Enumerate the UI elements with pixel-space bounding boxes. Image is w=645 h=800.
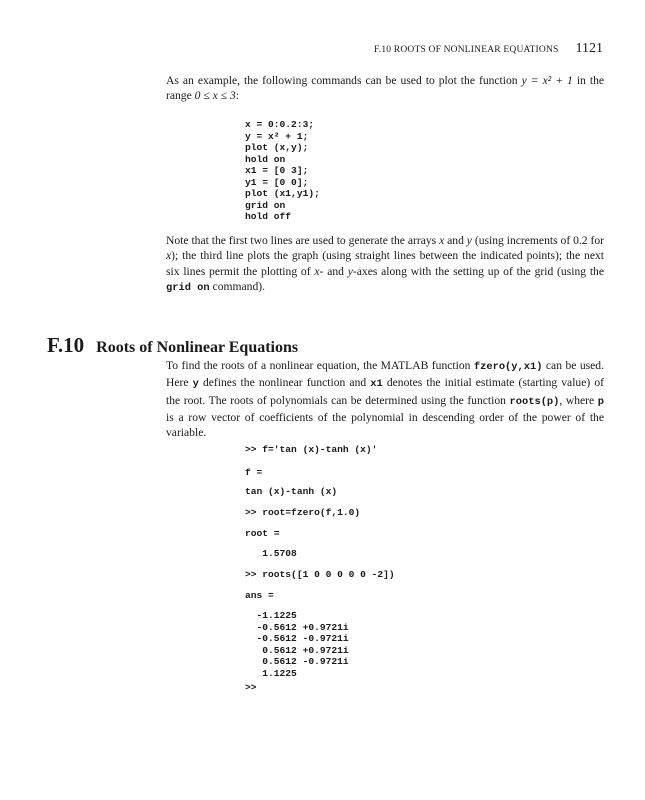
code-line: hold off: [245, 211, 292, 222]
session-line: 1.1225: [245, 667, 297, 679]
variable-x: x: [439, 234, 445, 247]
function-expression: y = x² + 1: [521, 74, 573, 87]
inline-code: y: [192, 378, 199, 391]
note-text: and: [444, 234, 467, 247]
inline-code: grid on: [166, 281, 210, 294]
code-line: y = x² + 1;: [245, 130, 309, 142]
code-line: hold on: [245, 153, 286, 165]
note-text: - and: [319, 264, 348, 278]
session-line: >>: [245, 682, 257, 693]
variable-x: x: [166, 249, 172, 263]
session-line: -0.5612 -0.9721i: [245, 633, 349, 644]
session-line: >> root=fzero(f,1.0): [245, 507, 361, 518]
note-text: command).: [209, 279, 266, 293]
section-text: To find the roots of a nonlinear equation, the MATLAB function: [166, 359, 474, 372]
page-header: [374, 41, 603, 57]
section-number: F.10: [47, 333, 85, 357]
section-text: , where: [559, 393, 598, 407]
code-line: x = 0:0.2:3;: [245, 119, 315, 130]
session-line: tan (x)-tanh (x): [245, 486, 338, 497]
intro-text-mid: in the range: [166, 74, 605, 103]
session-line: -1.1225: [245, 610, 297, 621]
session-line: 1.5708: [245, 548, 297, 559]
session-line: 0.5612 +0.9721i: [245, 644, 349, 656]
note-text: -axes along with the setting up of the grid (using the: [352, 264, 604, 278]
intro-paragraph: [166, 73, 604, 104]
session-line: f =: [245, 467, 263, 478]
section-text: can be used. Here: [166, 359, 604, 390]
session-line: 0.5612 -0.9721i: [245, 656, 349, 667]
section-text: denotes the initial estimate (starting value) of the root. The roots of polynomials can be determined using the function: [166, 376, 604, 407]
code-line: plot (x,y);: [245, 142, 309, 153]
section-heading: [47, 333, 298, 358]
inline-code: p: [597, 395, 604, 408]
section-text: defines the nonlinear function and: [198, 376, 371, 390]
session-line: >> f='tan (x)-tanh (x)': [245, 444, 378, 455]
intro-text: As an example, the following commands can be used to plot the function: [166, 74, 522, 87]
section-text: is a row vector of coefficients of the polynomial in descending order of the power of the variable.: [166, 410, 604, 440]
code-line: x1 = [0 3];: [245, 165, 309, 176]
range-expression: 0 ≤ x ≤ 3: [194, 89, 236, 103]
inline-code: roots(p): [509, 395, 560, 408]
note-paragraph: [166, 233, 604, 296]
variable-x: x: [314, 264, 320, 278]
code-line: plot (x1,y1);: [245, 188, 320, 199]
code-line: y1 = [0 0];: [245, 176, 309, 188]
running-title: F.10 ROOTS OF NONLINEAR EQUATIONS: [374, 45, 559, 55]
code-line: grid on: [245, 199, 286, 211]
session-line: ans =: [245, 590, 274, 601]
note-text: Note that the first two lines are used to generate the arrays: [166, 234, 440, 247]
session-line: -0.5612 +0.9721i: [245, 621, 349, 633]
inline-code: x1: [370, 378, 383, 391]
session-line: root =: [245, 528, 280, 539]
section-title: Roots of Nonlinear Equations: [96, 339, 299, 356]
intro-text-end: :: [235, 89, 239, 103]
inline-code: fzero(y,x1): [473, 361, 543, 373]
page-number: 1121: [575, 41, 603, 56]
variable-y: y: [466, 234, 472, 247]
session-line: >> roots([1 0 0 0 0 0 -2]): [245, 569, 395, 580]
note-text: (using increments of 0.2 for: [471, 234, 604, 247]
variable-y: y: [347, 264, 353, 278]
note-text: ); the third line plots the graph (using straight lines between the indicated points); the next six lines permit the plotting of: [166, 249, 604, 278]
section-intro-paragraph: [166, 358, 604, 440]
